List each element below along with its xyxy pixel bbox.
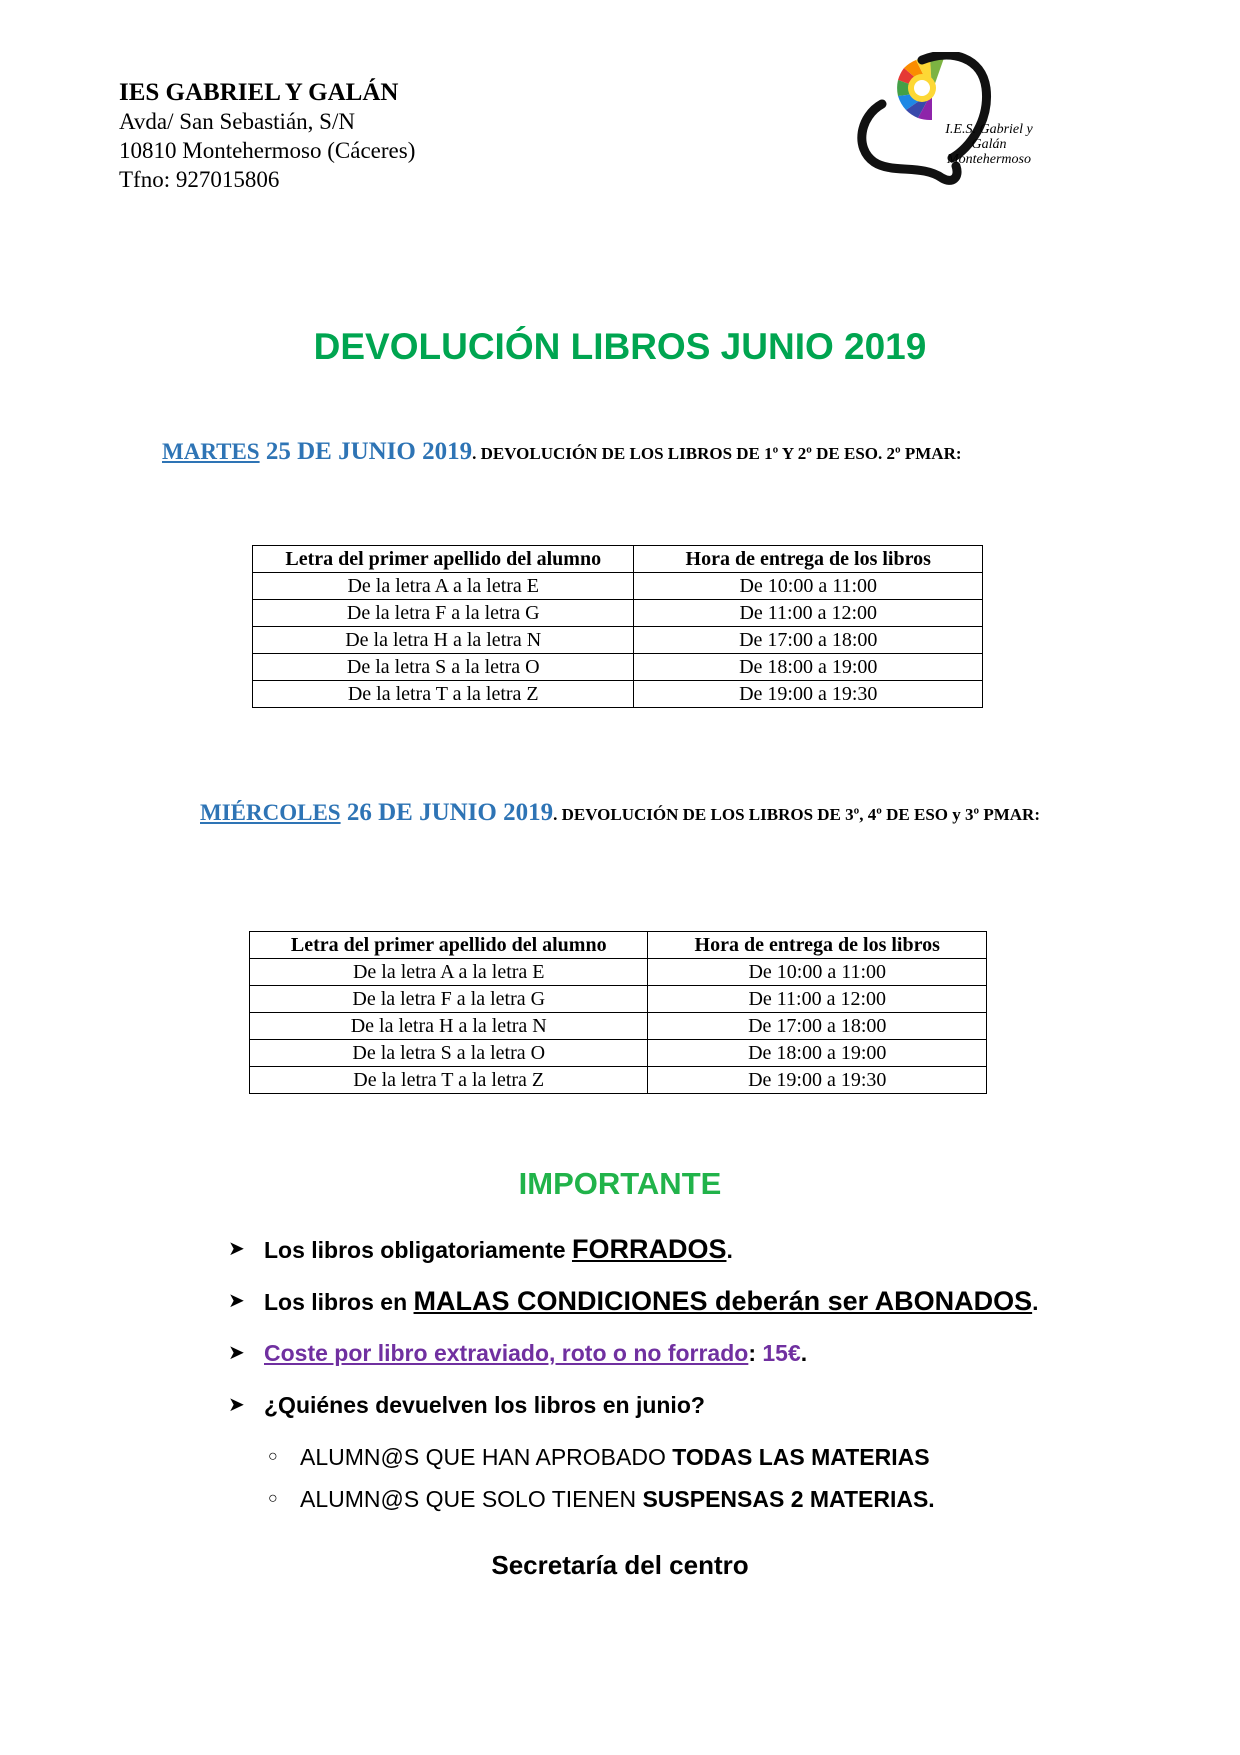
time-cell: De 11:00 a 12:00 — [648, 986, 987, 1013]
letters-cell: De la letra T a la letra Z — [250, 1067, 648, 1094]
table-header-time: Hora de entrega de los libros — [648, 932, 987, 959]
school-address-block — [119, 78, 539, 194]
letters-cell: De la letra S a la letra O — [253, 654, 634, 681]
list-item: ➤ Los libros en MALAS CONDICIONES deberán ser ABONADOS. — [228, 1286, 1039, 1316]
day2-description: . DEVOLUCIÓN DE LOS LIBROS DE 3º, 4º DE ESO y 3º PMAR: — [553, 805, 1040, 824]
time-cell: De 11:00 a 12:00 — [634, 600, 983, 627]
schedule-table-day2 — [249, 931, 987, 1094]
list-item: ➤ ¿Quiénes devuelven los libros en junio? — [228, 1388, 1208, 1440]
day1-name: MARTES — [162, 439, 260, 464]
letters-cell: De la letra A a la letra E — [253, 573, 634, 600]
logo-text: I.E.S. Gabriel y Galán Montehermoso — [945, 122, 1033, 167]
time-cell: De 17:00 a 18:00 — [634, 627, 983, 654]
table-header-row — [250, 932, 987, 959]
letters-cell: De la letra A a la letra E — [250, 959, 648, 986]
table-row — [250, 1040, 987, 1067]
time-cell: De 10:00 a 11:00 — [634, 573, 983, 600]
emphasis-malas-condiciones: MALAS CONDICIONES deberán ser ABONADOS — [413, 1286, 1033, 1316]
table-row — [250, 959, 987, 986]
letters-cell: De la letra H a la letra N — [253, 627, 634, 654]
list-item: ➤ Los libros obligatoriamente FORRADOS. — [228, 1234, 733, 1264]
address-line: Avda/ San Sebastián, S/N — [119, 109, 355, 134]
letters-cell: De la letra F a la letra G — [250, 986, 648, 1013]
table-header-letters: Letra del primer apellido del alumno — [253, 546, 634, 573]
time-cell: De 17:00 a 18:00 — [648, 1013, 987, 1040]
table-header-time: Hora de entrega de los libros — [634, 546, 983, 573]
table-row — [250, 986, 987, 1013]
letters-cell: De la letra H a la letra N — [250, 1013, 648, 1040]
important-list — [228, 1232, 1208, 1524]
emphasis-forrados: FORRADOS — [571, 1234, 727, 1264]
arrow-bullet-icon: ➤ — [228, 1342, 245, 1364]
day2-heading — [140, 798, 1100, 831]
circle-bullet-icon: ○ — [268, 1448, 278, 1465]
day1-heading — [162, 438, 1162, 466]
table-row — [250, 1067, 987, 1094]
arrow-bullet-icon: ➤ — [228, 1238, 245, 1260]
time-cell: De 10:00 a 11:00 — [648, 959, 987, 986]
city-line: 10810 Montehermoso (Cáceres) — [119, 138, 416, 163]
sub-list-item: ○ ALUMN@S QUE HAN APROBADO TODAS LAS MATERIAS — [228, 1440, 1208, 1482]
time-cell: De 18:00 a 19:00 — [648, 1040, 987, 1067]
circle-bullet-icon: ○ — [268, 1490, 278, 1507]
important-heading: IMPORTANTE — [518, 1166, 722, 1201]
signature: Secretaría del centro — [491, 1550, 749, 1580]
day1-description: . DEVOLUCIÓN DE LOS LIBROS DE 1º Y 2º DE ESO. 2º PMAR: — [472, 444, 962, 463]
table-row — [253, 600, 983, 627]
letters-cell: De la letra T a la letra Z — [253, 681, 634, 708]
list-item: ➤ Coste por libro extraviado, roto o no forrado: 15€. — [228, 1336, 1208, 1388]
schedule-table-day1 — [252, 545, 983, 708]
table-header-letters: Letra del primer apellido del alumno — [250, 932, 648, 959]
cost-link[interactable]: Coste por libro extraviado, roto o no forrado — [264, 1340, 749, 1366]
day2-name: MIÉRCOLES — [200, 800, 341, 825]
page-title: DEVOLUCIÓN LIBROS JUNIO 2019 — [313, 326, 927, 367]
letters-cell: De la letra F a la letra G — [253, 600, 634, 627]
school-name: IES GABRIEL Y GALÁN — [119, 79, 399, 106]
cost-price: 15€ — [762, 1340, 801, 1366]
time-cell: De 19:00 a 19:30 — [634, 681, 983, 708]
table-row — [253, 654, 983, 681]
time-cell: De 19:00 a 19:30 — [648, 1067, 987, 1094]
sub-list-item: ○ ALUMN@S QUE SOLO TIENEN SUSPENSAS 2 MATERIAS. — [228, 1482, 1208, 1524]
day2-date: 26 DE JUNIO 2019 — [340, 799, 554, 826]
table-row — [250, 1013, 987, 1040]
letters-cell: De la letra S a la letra O — [250, 1040, 648, 1067]
day1-date: 25 DE JUNIO 2019 — [259, 438, 473, 465]
arrow-bullet-icon: ➤ — [228, 1394, 245, 1416]
table-header-row — [253, 546, 983, 573]
phone-line: Tfno: 927015806 — [119, 167, 280, 192]
table-row — [253, 681, 983, 708]
table-row — [253, 627, 983, 654]
school-logo — [852, 52, 1052, 192]
table-row — [253, 573, 983, 600]
time-cell: De 18:00 a 19:00 — [634, 654, 983, 681]
arrow-bullet-icon: ➤ — [228, 1290, 245, 1312]
